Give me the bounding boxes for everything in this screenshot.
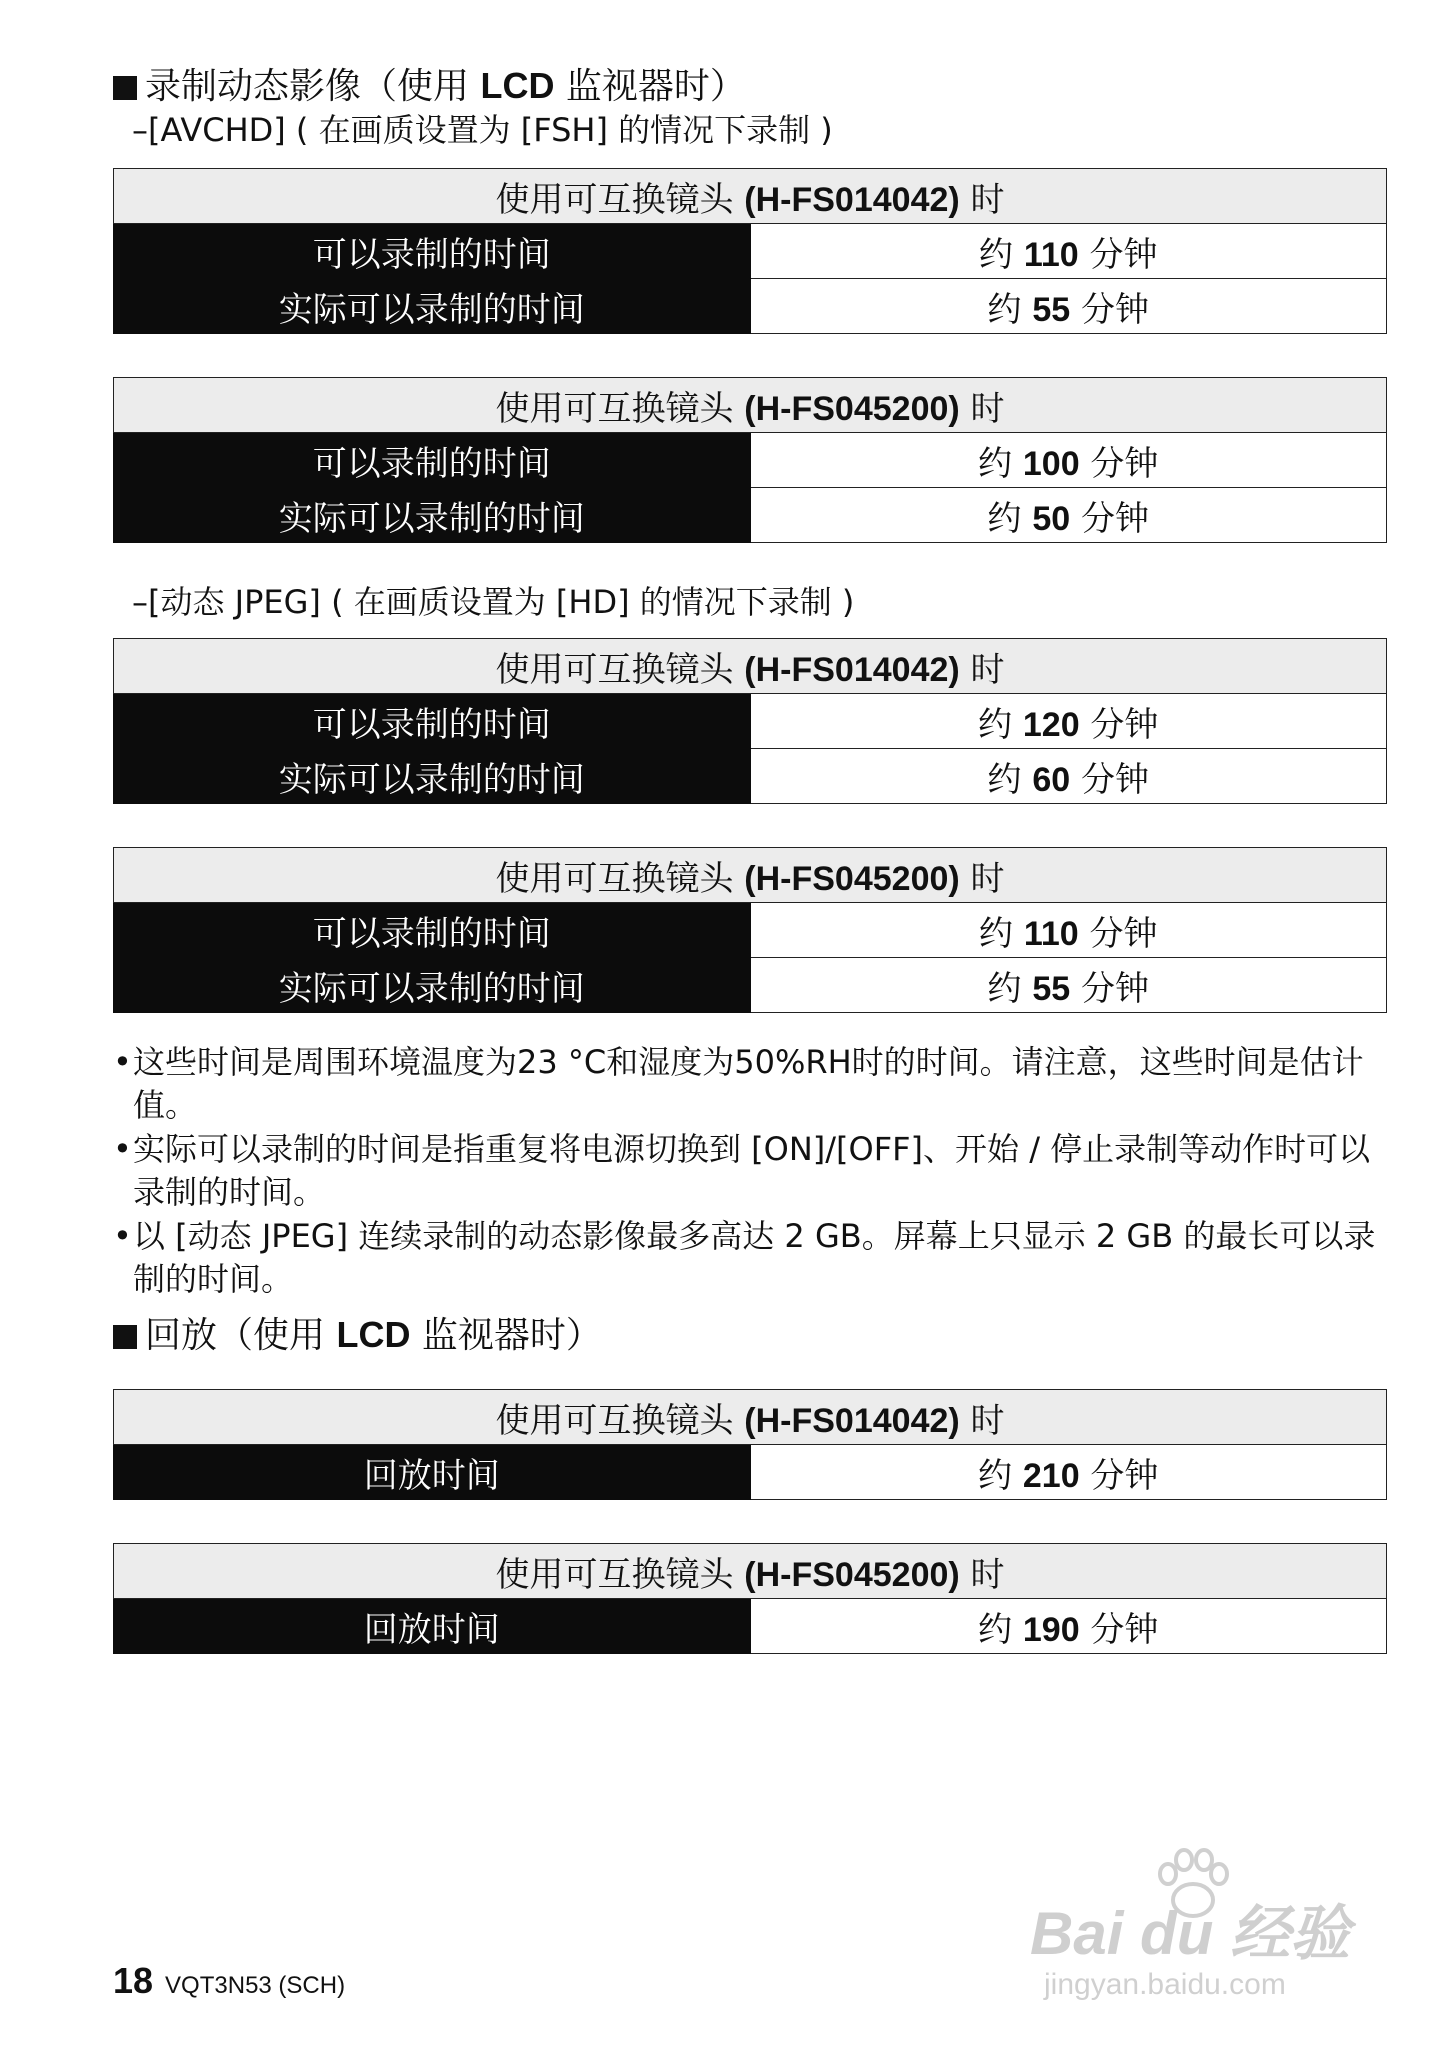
- table-row: [114, 749, 1387, 804]
- table-row: [114, 694, 1387, 749]
- watermark-brand: Bai du 经验: [1030, 1900, 1351, 1967]
- row-label: 实际可以录制的时间: [114, 279, 751, 334]
- table-row: [114, 1445, 1387, 1500]
- baidu-watermark: [1030, 1850, 1390, 2030]
- row-value: 约 110 分钟: [750, 224, 1387, 279]
- row-label: 实际可以录制的时间: [114, 749, 751, 804]
- table-header: 使用可互换镜头 (H-FS045200) 时: [114, 848, 1387, 903]
- row-label: 实际可以录制的时间: [114, 488, 751, 543]
- row-value: 约 60 分钟: [750, 749, 1387, 804]
- row-value: 约 100 分钟: [750, 433, 1387, 488]
- section-heading-movie: 录制动态影像（使用 LCD 监视器时）: [113, 64, 746, 109]
- table-row: [114, 224, 1387, 279]
- table-header: 使用可互换镜头 (H-FS014042) 时: [114, 639, 1387, 694]
- row-value: 约 190 分钟: [750, 1599, 1387, 1654]
- page-number: 18: [113, 1960, 154, 2001]
- playback-table-14-42: [113, 1389, 1387, 1500]
- table-header: 使用可互换镜头 (H-FS045200) 时: [114, 1544, 1387, 1599]
- recording-table-avchd-45-200: [113, 377, 1387, 543]
- subheading-mjpeg: –[动态 JPEG] ( 在画质设置为 [HD] 的情况下录制 ): [132, 583, 855, 621]
- table-row: [114, 488, 1387, 543]
- row-label: 可以录制的时间: [114, 433, 751, 488]
- bullet-icon: •: [113, 1217, 132, 1255]
- subheading-avchd: –[AVCHD] ( 在画质设置为 [FSH] 的情况下录制 ): [132, 111, 833, 149]
- row-label: 回放时间: [114, 1599, 751, 1654]
- table-row: [114, 433, 1387, 488]
- row-value: 约 55 分钟: [750, 279, 1387, 334]
- table-header: 使用可互换镜头 (H-FS014042) 时: [114, 169, 1387, 224]
- table-header: 使用可互换镜头 (H-FS014042) 时: [114, 1390, 1387, 1445]
- recording-table-mjpeg-45-200: [113, 847, 1387, 1013]
- table-header: 使用可互换镜头 (H-FS045200) 时: [114, 378, 1387, 433]
- document-code: VQT3N53 (SCH): [165, 1972, 346, 1999]
- row-label: 回放时间: [114, 1445, 751, 1500]
- row-label: 可以录制的时间: [114, 694, 751, 749]
- recording-table-avchd-14-42: [113, 168, 1387, 334]
- row-value: 约 50 分钟: [750, 488, 1387, 543]
- section-heading-playback: 回放（使用 LCD 监视器时）: [113, 1313, 602, 1358]
- row-value: 约 120 分钟: [750, 694, 1387, 749]
- note-item: • 这些时间是周围环境温度为23 °C和湿度为50%RH时的时间。请注意，这些时间是估计值。: [113, 1043, 1364, 1124]
- recording-table-mjpeg-14-42: [113, 638, 1387, 804]
- table-row: [114, 279, 1387, 334]
- bullet-icon: •: [113, 1130, 132, 1168]
- table-row: [114, 1599, 1387, 1654]
- row-label: 实际可以录制的时间: [114, 958, 751, 1013]
- playback-table-45-200: [113, 1543, 1387, 1654]
- note-item: • 以 [动态 JPEG] 连续录制的动态影像最多高达 2 GB。屏幕上只显示 2 GB 的最长可以录制的时间。: [113, 1217, 1376, 1298]
- row-label: 可以录制的时间: [114, 903, 751, 958]
- row-value: 约 210 分钟: [750, 1445, 1387, 1500]
- note-item: • 实际可以录制的时间是指重复将电源切换到 [ON]/[OFF]、开始 / 停止录制等动作时可以录制的时间。: [113, 1130, 1371, 1211]
- bullet-icon: •: [113, 1043, 132, 1081]
- table-row: [114, 903, 1387, 958]
- row-value: 约 55 分钟: [750, 958, 1387, 1013]
- table-row: [114, 958, 1387, 1013]
- row-label: 可以录制的时间: [114, 224, 751, 279]
- square-bullet-icon: [113, 1325, 137, 1349]
- page-footer: [113, 1960, 345, 2002]
- square-bullet-icon: [113, 76, 137, 100]
- watermark-url: jingyan.baidu.com: [1044, 1968, 1286, 2001]
- row-value: 约 110 分钟: [750, 903, 1387, 958]
